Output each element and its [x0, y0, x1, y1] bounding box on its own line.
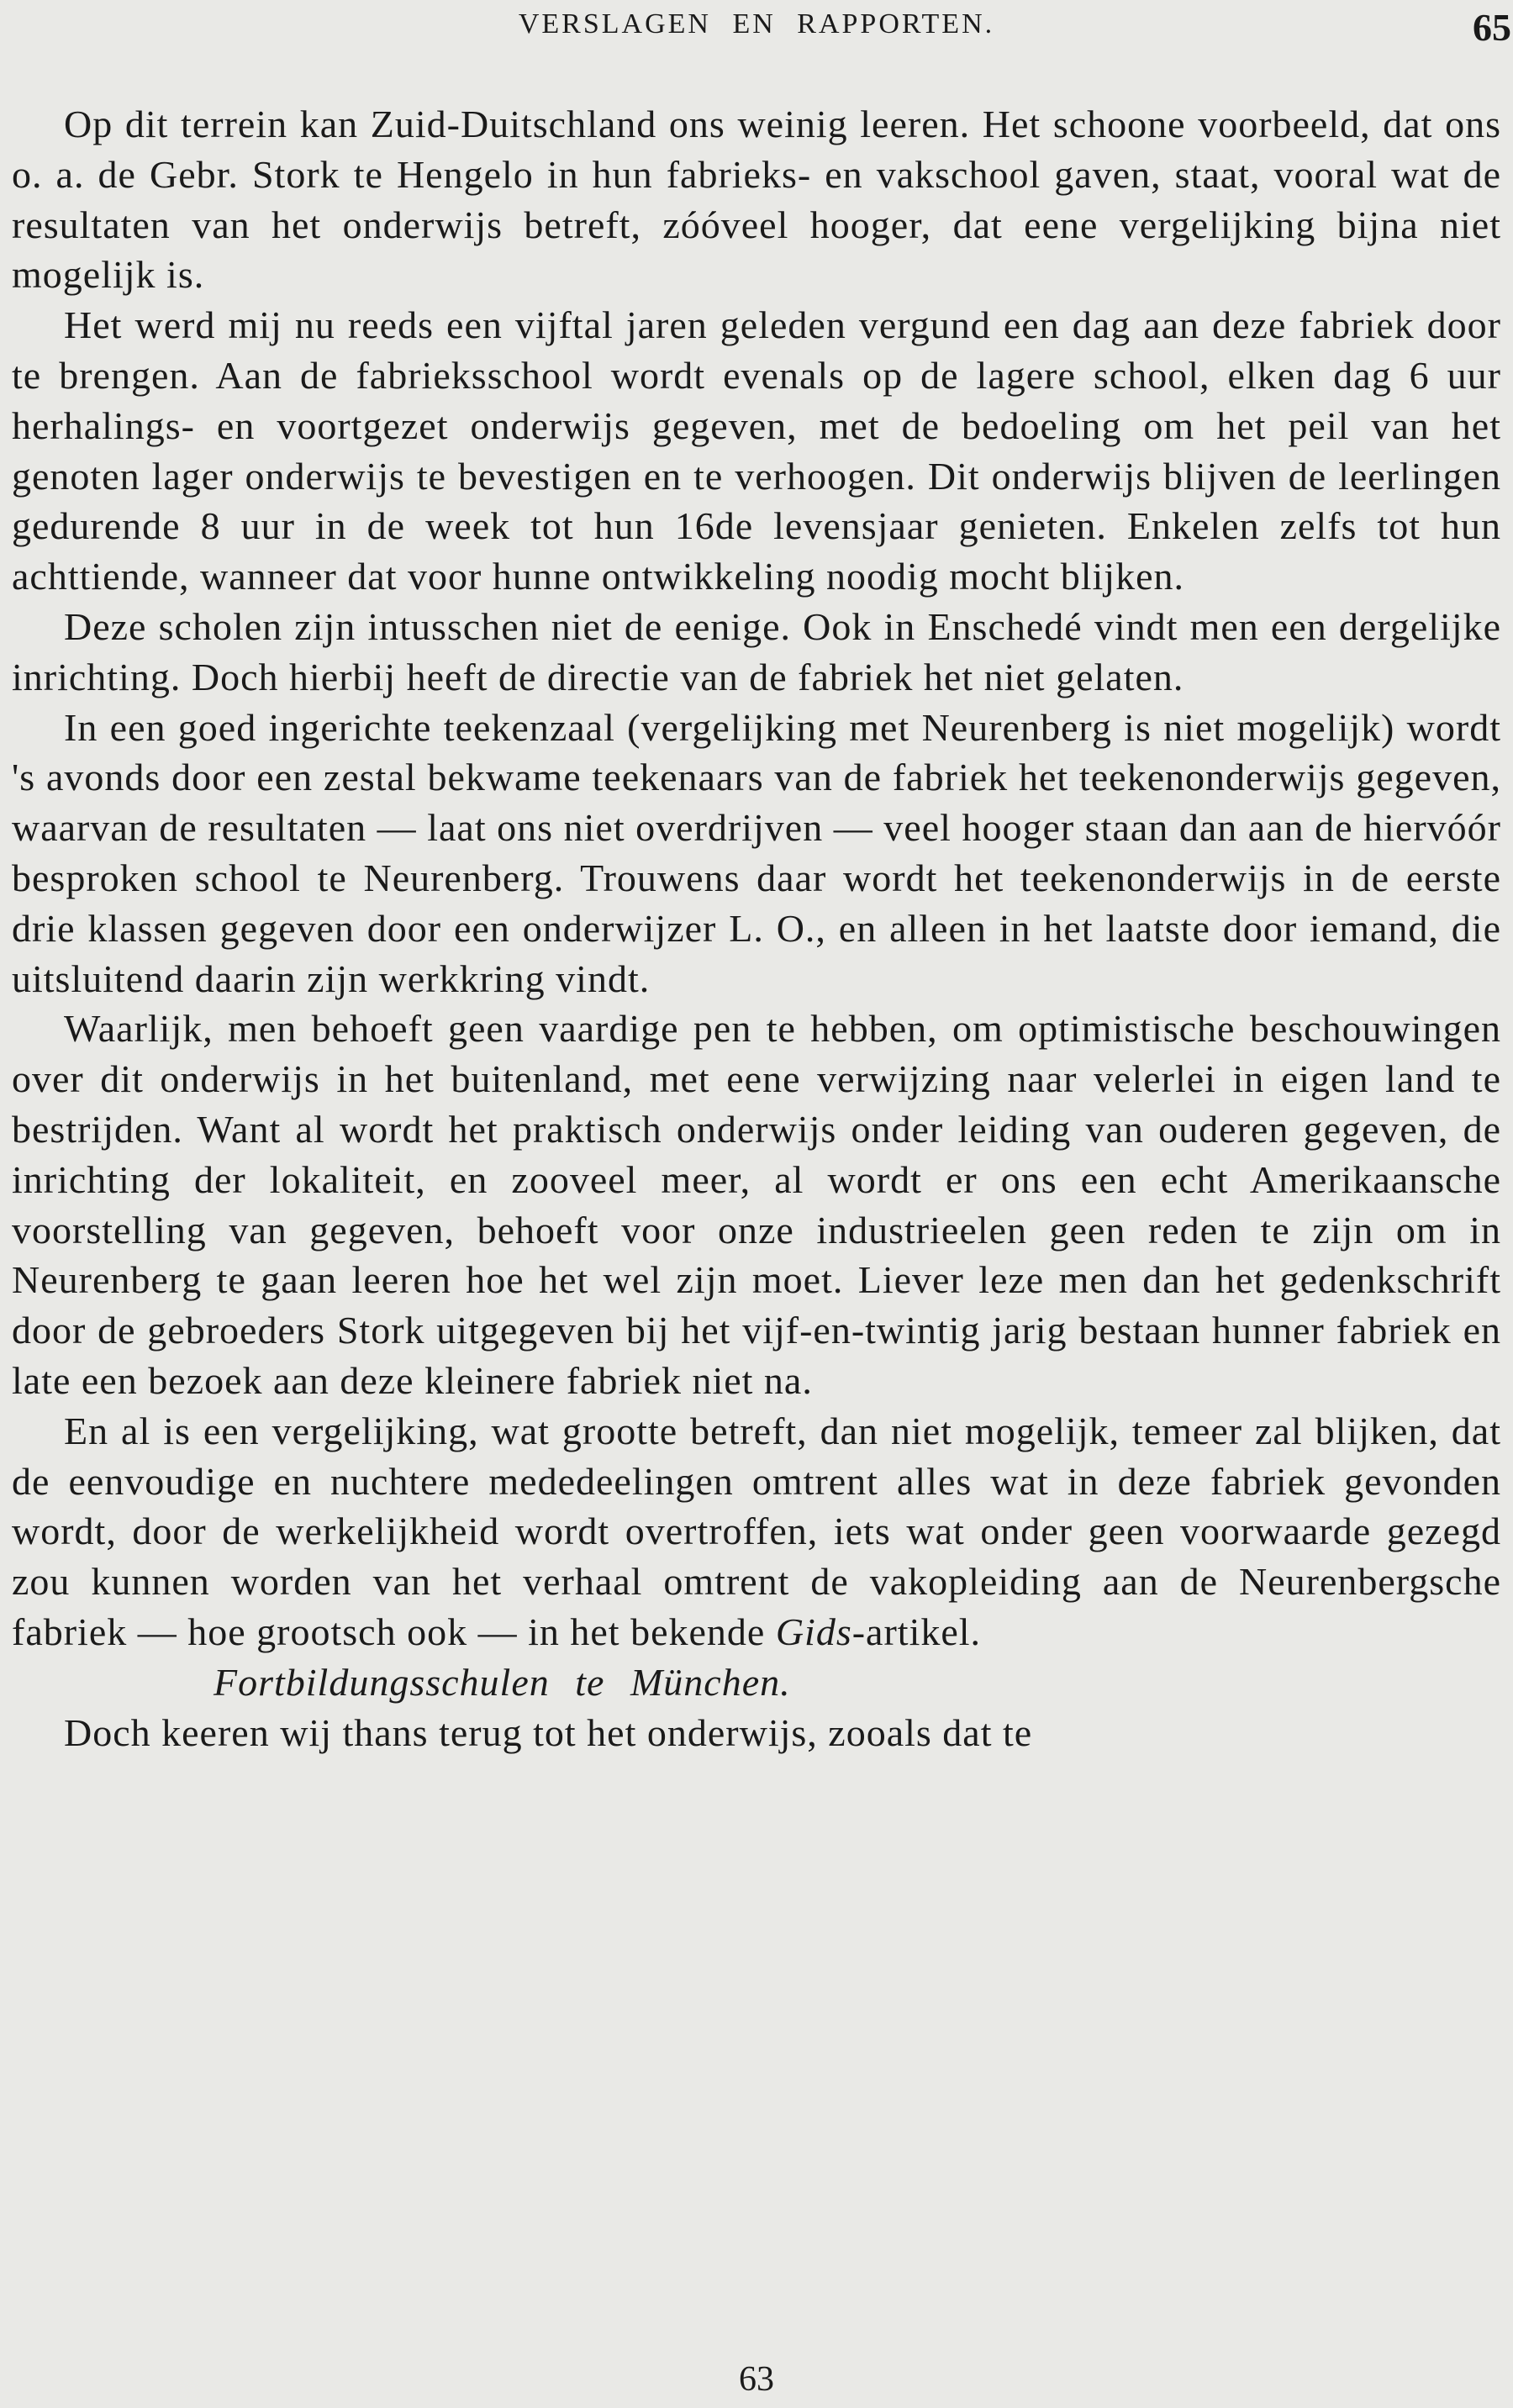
paragraph: Op dit terrein kan Zuid-Duitschland ons weinig leeren. Het schoone voorbeeld, dat ons o. a. de Gebr. Stork te Hengelo in hun fabrieks- en vakschool gaven, staat, vooral wat de resultaten van het onderwijs betreft, zóóveel hooger, dat eene vergelijking bijna niet mogelijk is.: [12, 103, 1501, 297]
paragraph: Waarlijk, men behoeft geen vaardige pen te hebben, om optimistische beschouwingen over dit onderwijs in het buitenland, met eene verwijzing naar velerlei in eigen land te bestrijden. Want al wordt het praktisch onderwijs onder leiding van ouderen gegeven, de inrichting der lokaliteit, en zooveel meer, al wordt er ons een echt Amerikaansche voorstelling van gegeven, behoeft voor onze industrieelen geen reden te zijn om in Neurenberg te gaan leeren hoe het wel zijn moet. Liever leze men dan het gedenkschrift door de gebroeders Stork uitgegeven bij het vijf-en-twintig jarig bestaan hunner fabriek en late een bezoek aan deze kleinere fabriek niet na.: [12, 1007, 1501, 1402]
paragraph: Doch keeren wij thans terug tot het onderwijs, zooals dat te: [64, 1710, 1033, 1754]
running-header: [0, 8, 1513, 59]
body-text: [12, 99, 1501, 1757]
paragraph: [12, 1406, 1501, 1657]
running-title: VERSLAGEN EN RAPPORTEN.: [518, 8, 995, 40]
paragraph: Het werd mij nu reeds een vijftal jaren geleden vergund een dag aan deze fabriek door te brengen. Aan de fabrieksschool wordt evenals op de lagere school, elken dag 6 uur herhalings- en voortgezet onderwijs gegeven, met de bedoeling om het peil van het genoten lager onderwijs te bevestigen en te verhoogen. Dit onderwijs blijven de leerlingen gedurende 8 uur in de week tot hun 16de levensjaar genieten. Enkelen zelfs tot hun achttiende, wanneer dat voor hunne ontwikkeling noodig mocht blijken.: [12, 303, 1501, 598]
paragraph: In een goed ingerichte teekenzaal (vergelijking met Neurenberg is niet mogelijk) wordt 's avonds door een zestal bekwame teekenaars van de fabriek het teekenonderwijs gegeven, waarvan de resultaten — laat ons niet overdrijven — veel hooger staan dan aan de hiervóór besproken school te Neurenberg. Trouwens daar wordt het teekenonderwijs in de eerste drie klassen gegeven door een onderwijzer L. O., en alleen in het laatste door iemand, die uitsluitend daarin zijn werkkring vindt.: [12, 705, 1501, 1000]
paragraph: Deze scholen zijn intusschen niet de eenige. Ook in Enschedé vindt men een dergelijke inrichting. Doch hierbij heeft de directie van de fabriek het niet gelaten.: [12, 604, 1501, 698]
journal-title: Gids: [775, 1610, 852, 1653]
signature-mark: 63: [739, 2360, 774, 2399]
page-number: 65: [1473, 6, 1511, 49]
paragraph-text: En al is een vergelijking, wat grootte betreft, dan niet mogelijk, temeer zal blijken, dat de eenvoudige en nuchtere mededeelingen omtrent alles wat in deze fabriek gevonden wordt, door de werkelijkheid wordt overtroffen, iets wat onder geen voorwaarde gezegd zou kunnen worden van het verhaal omtrent de vakopleiding aan de Neurenbergsche fabriek — hoe grootsch ook — in het bekende: [12, 1409, 1501, 1653]
paragraph-text: -artikel.: [851, 1610, 982, 1653]
section-heading: Fortbildungsschulen te München.: [214, 1660, 791, 1704]
